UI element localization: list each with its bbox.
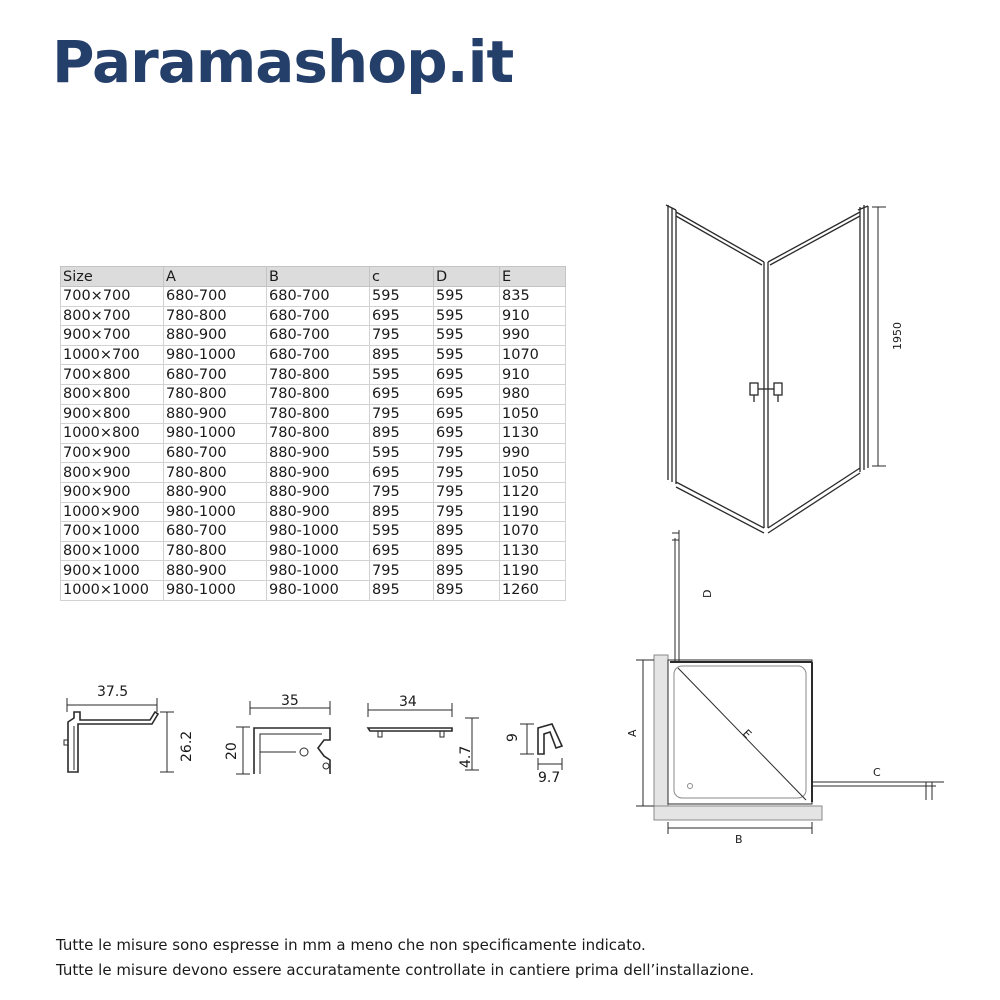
table-cell: 835	[500, 287, 566, 307]
table-cell: 980	[500, 384, 566, 404]
footer-line-1: Tutte le misure sono espresse in mm a meno che non specificamente indicato.	[56, 936, 646, 954]
plan-label-b: B	[735, 833, 743, 846]
table-cell: 680-700	[267, 345, 370, 365]
table-cell: 695	[370, 306, 434, 326]
col-header-d: D	[434, 267, 500, 287]
table-cell: 795	[434, 443, 500, 463]
table-cell: 895	[434, 522, 500, 542]
table-row	[61, 345, 566, 365]
table-cell: 880-900	[267, 502, 370, 522]
table-cell: 595	[434, 287, 500, 307]
size-table	[60, 266, 566, 601]
table-row	[61, 522, 566, 542]
table-cell: 695	[434, 424, 500, 444]
table-cell: 1050	[500, 404, 566, 424]
profile3-height: 4.7	[458, 745, 474, 768]
table-cell: 595	[370, 287, 434, 307]
table-cell: 795	[370, 561, 434, 581]
profile1-width: 37.5	[97, 684, 129, 700]
table-cell: 795	[434, 482, 500, 502]
height-dimension: 1950	[891, 322, 904, 350]
table-cell: 990	[500, 326, 566, 346]
table-cell: 1000×700	[61, 345, 164, 365]
table-cell: 780-800	[164, 463, 267, 483]
table-cell: 800×800	[61, 384, 164, 404]
table-cell: 1190	[500, 561, 566, 581]
table-cell: 595	[434, 306, 500, 326]
table-cell: 780-800	[267, 424, 370, 444]
table-cell: 700×1000	[61, 522, 164, 542]
table-cell: 680-700	[267, 287, 370, 307]
table-cell: 1000×1000	[61, 580, 164, 600]
table-cell: 700×700	[61, 287, 164, 307]
table-cell: 795	[370, 326, 434, 346]
table-cell: 880-900	[164, 561, 267, 581]
table-cell: 1130	[500, 541, 566, 561]
footer-line-2: Tutte le misure devono essere accuratamente controllate in cantiere prima dell’installazione.	[56, 961, 755, 979]
table-row	[61, 306, 566, 326]
table-cell: 1190	[500, 502, 566, 522]
table-cell: 780-800	[267, 384, 370, 404]
table-cell: 895	[434, 561, 500, 581]
profile4-width: 9.7	[538, 770, 561, 786]
profile-37-5	[60, 680, 200, 780]
table-cell: 980-1000	[267, 580, 370, 600]
table-cell: 880-900	[267, 482, 370, 502]
table-cell: 1000×800	[61, 424, 164, 444]
table-row	[61, 287, 566, 307]
table-cell: 695	[434, 365, 500, 385]
table-cell: 680-700	[164, 443, 267, 463]
table-row	[61, 561, 566, 581]
profile2-height: 20	[224, 742, 240, 760]
table-row	[61, 482, 566, 502]
table-cell: 695	[370, 384, 434, 404]
table-row	[61, 541, 566, 561]
table-cell: 880-900	[164, 404, 267, 424]
table-cell: 980-1000	[164, 424, 267, 444]
profile3-width: 34	[399, 694, 417, 710]
table-cell: 800×1000	[61, 541, 164, 561]
table-cell: 1070	[500, 522, 566, 542]
table-row	[61, 404, 566, 424]
table-row	[61, 463, 566, 483]
table-cell: 980-1000	[164, 580, 267, 600]
table-cell: 780-800	[267, 365, 370, 385]
table-cell: 700×900	[61, 443, 164, 463]
table-cell: 780-800	[164, 306, 267, 326]
table-cell: 695	[434, 404, 500, 424]
table-cell: 910	[500, 365, 566, 385]
table-cell: 795	[370, 404, 434, 424]
table-cell: 880-900	[164, 482, 267, 502]
brand-logo: Paramashop.it	[52, 28, 514, 96]
table-cell: 595	[434, 326, 500, 346]
plan-view	[615, 525, 955, 850]
profile2-width: 35	[281, 693, 299, 709]
table-cell: 1000×900	[61, 502, 164, 522]
table-cell: 895	[370, 580, 434, 600]
table-cell: 595	[370, 522, 434, 542]
plan-label-d: D	[701, 589, 714, 598]
table-cell: 895	[370, 424, 434, 444]
table-cell: 795	[434, 502, 500, 522]
table-cell: 700×800	[61, 365, 164, 385]
table-cell: 1260	[500, 580, 566, 600]
table-cell: 895	[370, 502, 434, 522]
table-row	[61, 365, 566, 385]
table-cell: 795	[370, 482, 434, 502]
table-row	[61, 424, 566, 444]
table-cell: 680-700	[267, 326, 370, 346]
profile1-height: 26.2	[179, 730, 195, 762]
table-cell: 880-900	[267, 463, 370, 483]
table-cell: 900×1000	[61, 561, 164, 581]
table-cell: 780-800	[164, 541, 267, 561]
table-cell: 900×900	[61, 482, 164, 502]
table-cell: 980-1000	[267, 522, 370, 542]
table-cell: 895	[370, 345, 434, 365]
profile-9-7	[495, 715, 575, 785]
profile-35	[215, 685, 345, 780]
table-cell: 1070	[500, 345, 566, 365]
table-cell: 1050	[500, 463, 566, 483]
table-header-row	[61, 267, 566, 287]
table-cell: 1120	[500, 482, 566, 502]
col-header-b: B	[267, 267, 370, 287]
table-cell: 800×700	[61, 306, 164, 326]
table-cell: 795	[434, 463, 500, 483]
table-row	[61, 326, 566, 346]
profile4-height: 9	[505, 733, 521, 742]
table-cell: 980-1000	[267, 561, 370, 581]
shower-3d-view	[640, 195, 910, 540]
table-cell: 695	[370, 463, 434, 483]
table-cell: 800×900	[61, 463, 164, 483]
table-cell: 680-700	[164, 522, 267, 542]
table-cell: 990	[500, 443, 566, 463]
col-header-size: Size	[61, 267, 164, 287]
plan-label-e: E	[739, 726, 754, 742]
table-cell: 780-800	[267, 404, 370, 424]
table-cell: 880-900	[164, 326, 267, 346]
table-row	[61, 502, 566, 522]
table-cell: 680-700	[164, 287, 267, 307]
plan-label-a: A	[626, 729, 639, 737]
col-header-a: A	[164, 267, 267, 287]
table-cell: 900×700	[61, 326, 164, 346]
table-row	[61, 580, 566, 600]
table-cell: 680-700	[164, 365, 267, 385]
table-cell: 895	[434, 541, 500, 561]
table-cell: 780-800	[164, 384, 267, 404]
table-cell: 900×800	[61, 404, 164, 424]
table-cell: 1130	[500, 424, 566, 444]
table-cell: 680-700	[267, 306, 370, 326]
table-cell: 980-1000	[164, 345, 267, 365]
table-cell: 595	[370, 365, 434, 385]
plan-label-c: C	[873, 766, 881, 779]
profile-34	[355, 685, 485, 780]
footer-notes	[56, 933, 754, 983]
table-cell: 980-1000	[164, 502, 267, 522]
col-header-e: E	[500, 267, 566, 287]
table-row	[61, 443, 566, 463]
table-cell: 880-900	[267, 443, 370, 463]
col-header-c: c	[370, 267, 434, 287]
table-cell: 695	[370, 541, 434, 561]
table-cell: 895	[434, 580, 500, 600]
table-cell: 595	[434, 345, 500, 365]
table-cell: 695	[434, 384, 500, 404]
table-cell: 910	[500, 306, 566, 326]
table-cell: 980-1000	[267, 541, 370, 561]
table-cell: 595	[370, 443, 434, 463]
table-row	[61, 384, 566, 404]
